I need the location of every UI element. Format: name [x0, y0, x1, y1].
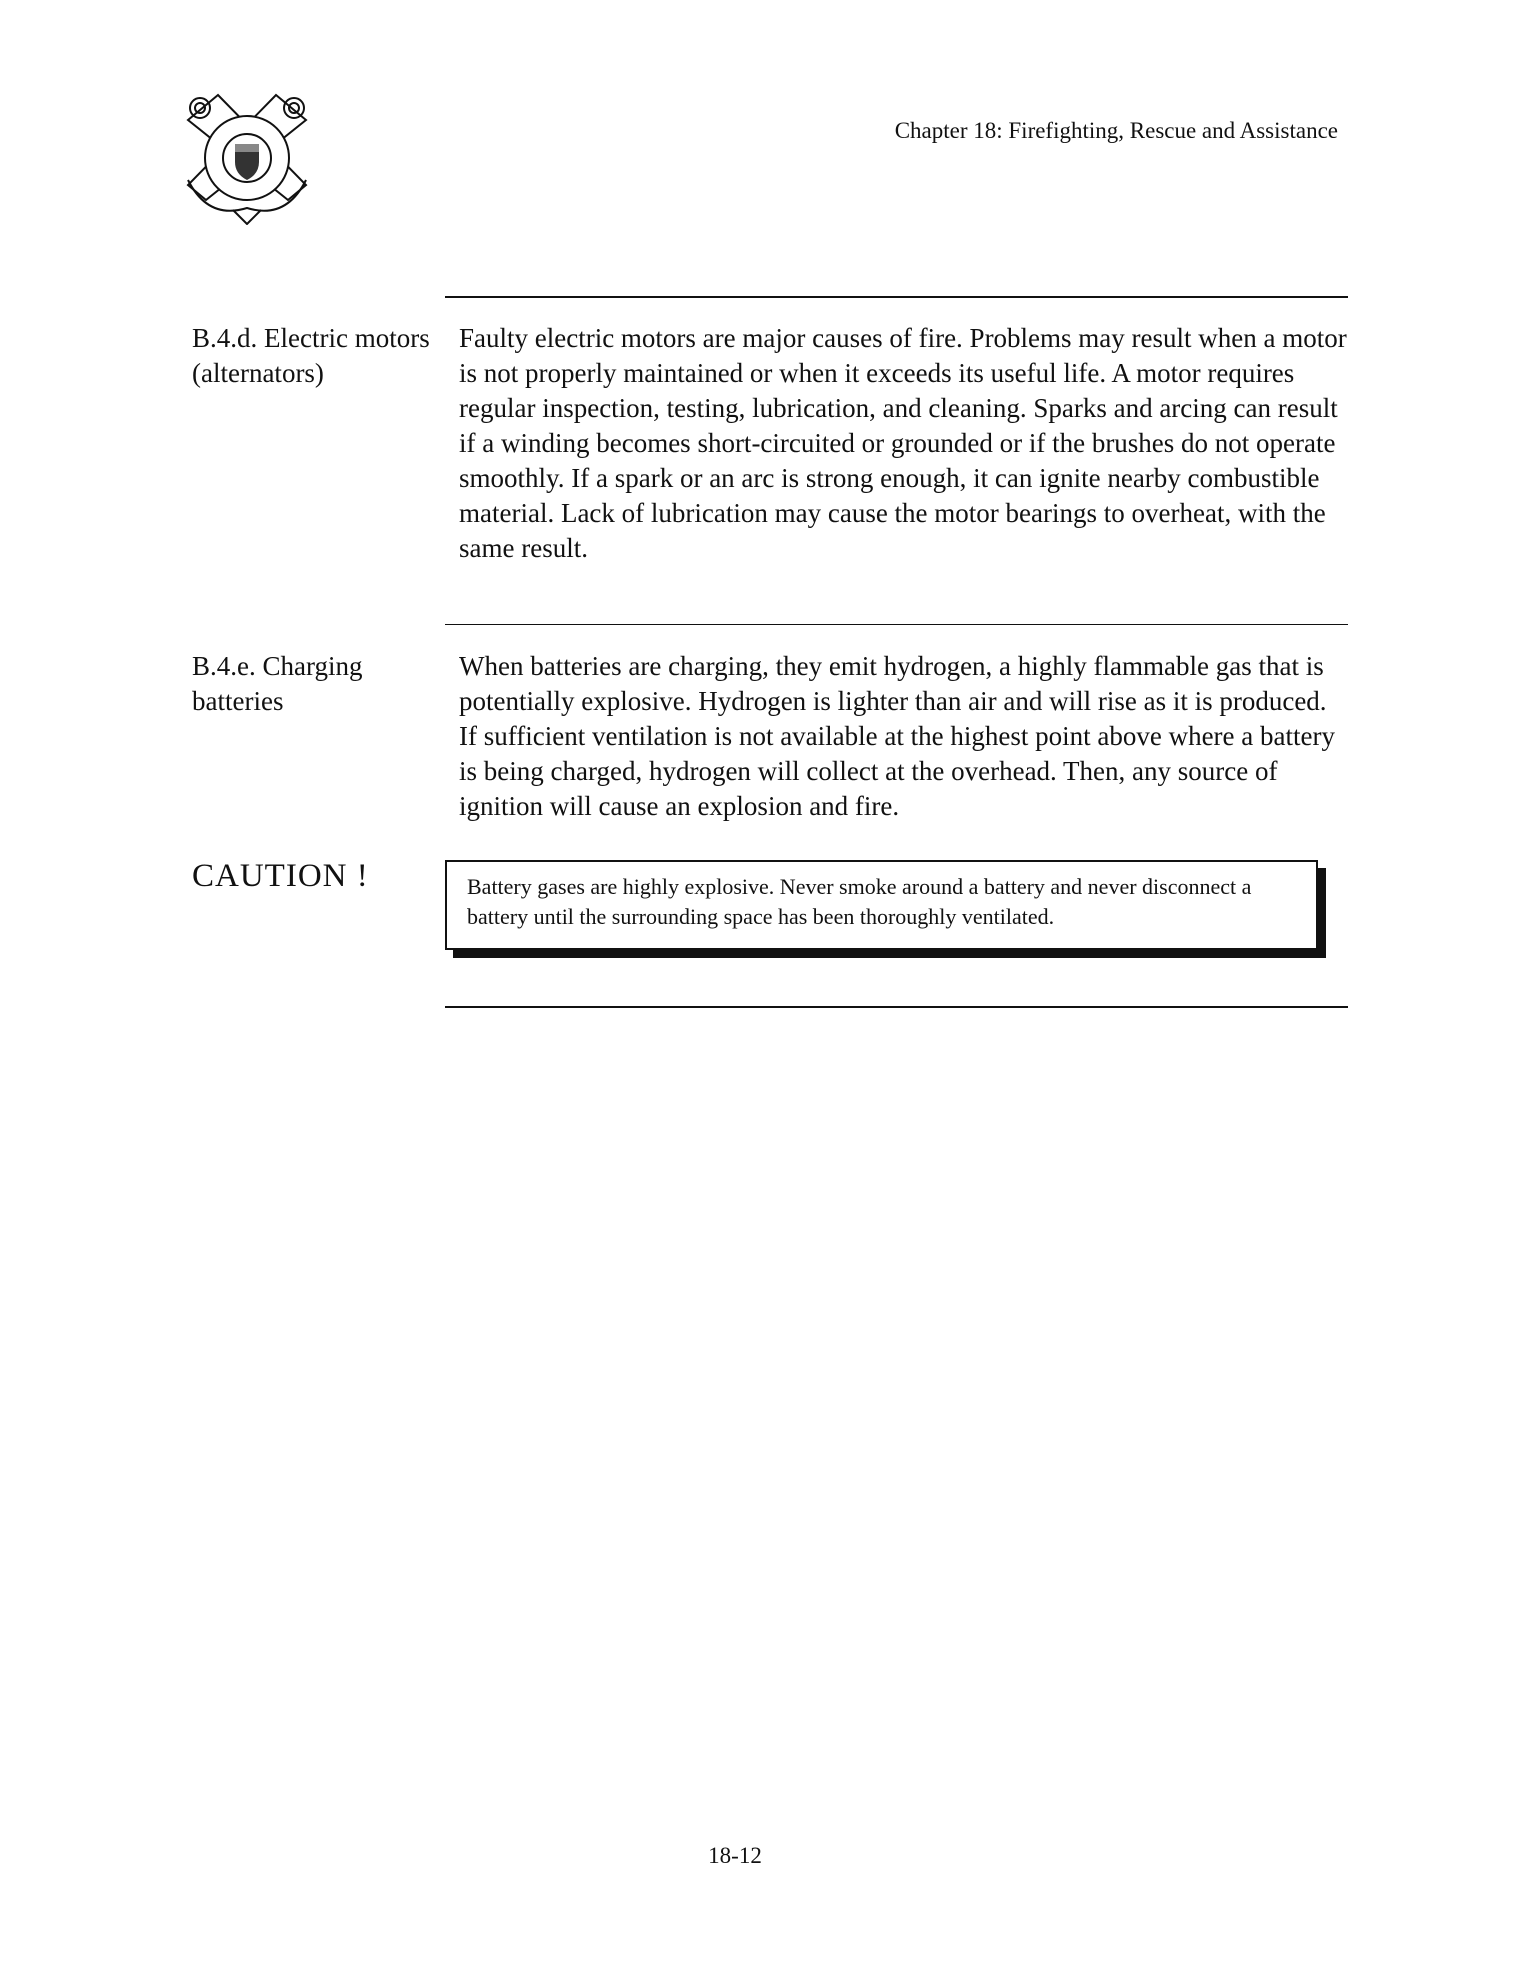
- coast-guard-seal-logo: [178, 90, 316, 225]
- section-divider: [445, 624, 1348, 625]
- caution-box: [445, 860, 1318, 950]
- page-number: 18-12: [708, 1843, 762, 1868]
- section-text-charging-batteries: When batteries are charging, they emit hydrogen, a highly flammable gas that is potentially explosive. Hydrogen is lighter than air and will rise as it is produced. If sufficient ventilation is not available at the highest point above where a battery is being charged, hydrogen will collect at the overhead. Then, any source of ignition will cause an explosion and fire.: [459, 651, 1335, 821]
- caution-label: CAUTION !: [192, 858, 369, 894]
- chapter-title: Chapter 18: Firefighting, Rescue and Assistance: [894, 118, 1338, 143]
- bottom-rule: [445, 1006, 1348, 1008]
- section-label-charging-batteries: B.4.e. Charging batteries: [192, 651, 363, 716]
- section-text-electric-motors: Faulty electric motors are major causes of fire. Problems may result when a motor is not properly maintained or when it exceeds its useful life. A motor requires regular inspection, testing, lubrication, and cleaning. Sparks and arcing can result if a winding becomes short-circuited or grounded or if the brushes do not operate smoothly. If a spark or an arc is strong enough, it can ignite nearby combustible material. Lack of lubrication may cause the motor bearings to overheat, with the same result.: [459, 323, 1347, 563]
- section-label-electric-motors: B.4.d. Electric motors (alternators): [192, 323, 430, 388]
- caution-text: Battery gases are highly explosive. Never smoke around a battery and never disconnect a battery until the surrounding space has been thoroughly ventilated.: [467, 874, 1252, 929]
- top-rule: [445, 296, 1348, 298]
